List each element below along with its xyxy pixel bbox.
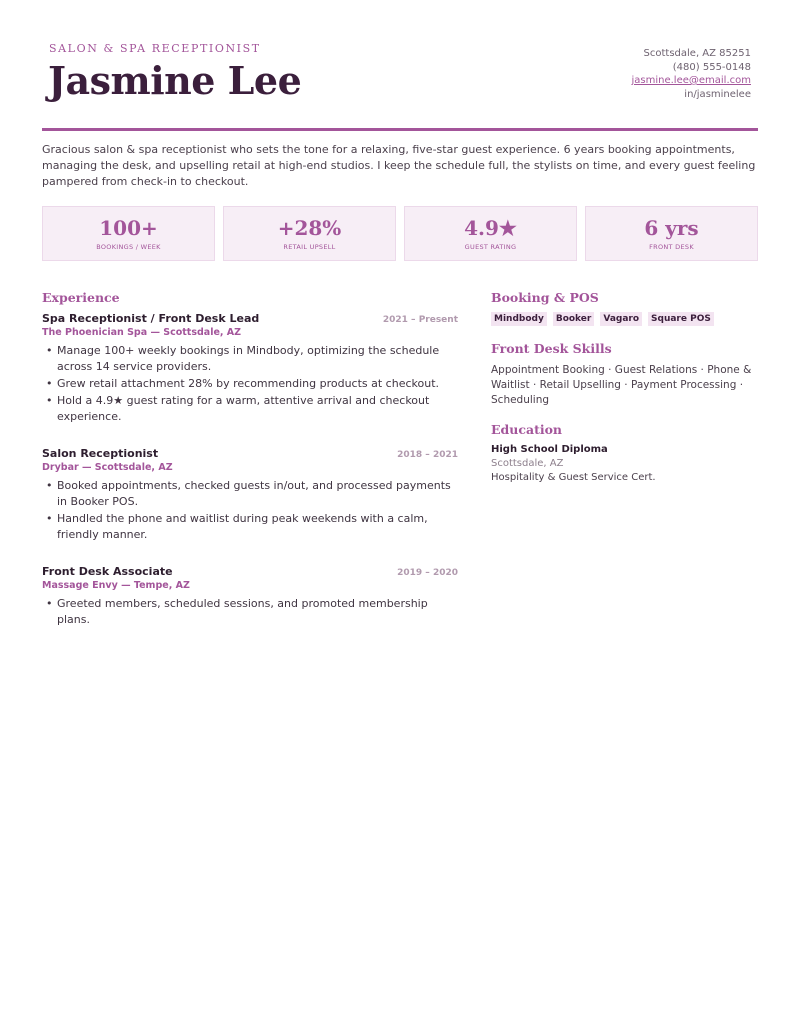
job-bullets [42,478,458,543]
education-location: Scottsdale, AZ [491,458,564,469]
contact-linkedin: in/jasminelee [684,88,751,100]
candidate-name: Jasmine Lee [48,58,302,103]
job-org: The Phoenician Spa — Scottsdale, AZ [42,327,242,338]
stat-value: 100+ [99,216,158,240]
contact-phone: (480) 555-0148 [672,61,751,73]
job-title-eyebrow: SALON & SPA RECEPTIONIST [49,42,261,55]
header-divider [42,128,758,131]
job-dates: 2019 – 2020 [397,568,458,578]
sidebar-column [491,290,758,483]
stat-value: 4.9★ [464,216,517,240]
bullet-item: • Handled the phone and waitlist during peak weekends with a calm, friendly manner. [42,511,458,543]
education-degree: High School Diploma [491,444,608,455]
skills-list: Appointment Booking · Guest Relations · Phone & Waitlist · Retail Upselling · Payment Processing · Scheduling [491,364,752,406]
bullet-item: • Hold a 4.9★ guest rating for a warm, attentive arrival and checkout experience. [42,393,458,425]
stat-value: 6 yrs [644,216,699,240]
experience-heading: Experience [42,290,120,305]
experience-column [42,290,458,650]
education-cert: Hospitality & Guest Service Cert. [491,472,656,483]
job-entry [42,312,458,425]
tag-square-pos: Square POS [648,312,714,326]
stat-label: GUEST RATING [464,243,517,251]
job-bullets [42,596,458,628]
stat-value: +28% [277,216,342,240]
bullet-item: • Greeted members, scheduled sessions, and promoted membership plans. [42,596,458,628]
contact-location: Scottsdale, AZ 85251 [643,48,751,59]
bullet-item: • Grew retail attachment 28% by recommending products at checkout. [42,376,458,392]
summary: Gracious salon & spa receptionist who sets the tone for a relaxing, five-star guest experience. 6 years booking appointments, managing the desk, and upselling retail at high-end studios. I keep the schedule full, the stylists on time, and every guest feeling pampered from check-in to checkout. [42,143,756,188]
stat-label: BOOKINGS / WEEK [96,243,161,251]
tag-vagaro: Vagaro [600,312,642,326]
booking-tags [491,312,758,326]
stat-card [223,206,396,261]
skills-heading: Front Desk Skills [491,341,612,356]
stat-label: RETAIL UPSELL [283,243,336,251]
booking-heading: Booking & POS [491,290,599,305]
job-org: Drybar — Scottsdale, AZ [42,462,173,473]
job-dates: 2021 – Present [382,315,458,325]
contact-block [631,47,751,101]
job-title: Front Desk Associate [42,565,173,578]
job-org: Massage Envy — Tempe, AZ [42,580,190,591]
tag-mindbody: Mindbody [491,312,547,326]
job-title: Salon Receptionist [42,447,159,460]
education-heading: Education [491,422,563,437]
bullet-item: • Manage 100+ weekly bookings in Mindbody, optimizing the schedule across 14 service providers. [42,343,458,375]
stats-row [42,206,758,261]
job-bullets [42,343,458,425]
stat-card [42,206,215,261]
bullet-item: • Booked appointments, checked guests in/out, and processed payments in Booker POS. [42,478,458,510]
contact-email-link[interactable]: jasmine.lee@email.com [631,75,751,86]
job-title: Spa Receptionist / Front Desk Lead [42,312,260,325]
stat-card [404,206,577,261]
tag-booker: Booker [553,312,595,326]
stat-card [585,206,758,261]
job-entry [42,565,458,628]
stat-label: FRONT DESK [649,243,694,251]
job-dates: 2018 – 2021 [397,450,458,460]
job-entry [42,447,458,543]
